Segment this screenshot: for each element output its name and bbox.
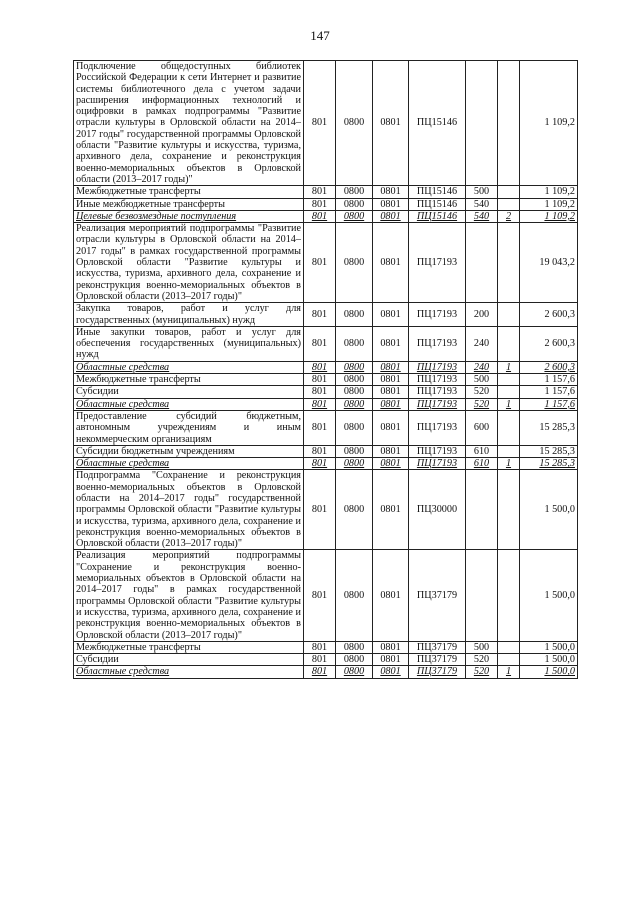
table-row	[74, 223, 578, 303]
table-row	[74, 641, 578, 653]
row-ministry-code: 801	[304, 210, 336, 222]
table-row	[74, 445, 578, 457]
row-expense-type	[466, 61, 498, 186]
row-section-code: 0800	[336, 210, 373, 222]
row-target-article: ПЦ37179	[409, 654, 466, 666]
row-description: Иные межбюджетные трансферты	[74, 198, 304, 210]
row-target-article: ПЦ17193	[409, 326, 466, 361]
row-subsection-code: 0801	[373, 458, 409, 470]
row-target-article: ПЦ15146	[409, 210, 466, 222]
row-expense-type: 610	[466, 458, 498, 470]
row-description: Субсидии бюджетным учреждениям	[74, 445, 304, 457]
row-section-code: 0800	[336, 386, 373, 398]
row-expense-type: 610	[466, 445, 498, 457]
row-ministry-code: 801	[304, 303, 336, 327]
row-target-article: ПЦ15146	[409, 186, 466, 198]
row-expense-type: 520	[466, 654, 498, 666]
page-number: 147	[310, 28, 330, 43]
row-section-code: 0800	[336, 410, 373, 445]
row-subsection-code: 0801	[373, 470, 409, 550]
row-description: Реализация мероприятий подпрограммы "Сохранение и реконструкция военно-мемориальных объектов в Орловской области на 2014–2017 годы" в рамках государственной программы Орловской области "Развитие культуры и искусства, туризма, архивного дела, сохранение и реконструкция военно-мемориальных объектов в Орловской области (2013–2017 годы)"	[74, 550, 304, 641]
row-funding-source: 1	[498, 398, 520, 410]
row-description: Подключение общедоступных библиотек Российской Федерации к сети Интернет и развитие системы библиотечного дела с учетом задачи расширения информационных технологий и оцифровки в рамках подпрограммы "Развитие отрасли культуры в Орловской области на 2014–2017 годы" государственной программы Орловской области "Развитие культуры и искусства, туризма, архивного дела, сохранение и реконструкция военно-мемориальных объектов в Орловской области (2013–2017 годы)"	[74, 61, 304, 186]
row-description: Иные закупки товаров, работ и услуг для обеспечения государственных (муниципальных) нужд	[74, 326, 304, 361]
table-body	[74, 61, 578, 679]
row-section-code: 0800	[336, 361, 373, 373]
row-funding-source	[498, 410, 520, 445]
row-ministry-code: 801	[304, 61, 336, 186]
row-ministry-code: 801	[304, 641, 336, 653]
row-subsection-code: 0801	[373, 398, 409, 410]
row-section-code: 0800	[336, 470, 373, 550]
row-amount: 1 109,2	[520, 186, 578, 198]
row-subsection-code: 0801	[373, 374, 409, 386]
row-target-article: ПЦ17193	[409, 445, 466, 457]
row-description: Межбюджетные трансферты	[74, 374, 304, 386]
row-expense-type: 240	[466, 361, 498, 373]
row-target-article: ПЦ17193	[409, 374, 466, 386]
row-funding-source	[498, 386, 520, 398]
table-row	[74, 61, 578, 186]
row-target-article: ПЦ37179	[409, 666, 466, 678]
budget-table	[73, 60, 578, 679]
row-subsection-code: 0801	[373, 445, 409, 457]
row-subsection-code: 0801	[373, 61, 409, 186]
row-subsection-code: 0801	[373, 326, 409, 361]
row-section-code: 0800	[336, 198, 373, 210]
row-subsection-code: 0801	[373, 386, 409, 398]
row-funding-source: 1	[498, 666, 520, 678]
row-subsection-code: 0801	[373, 223, 409, 303]
row-section-code: 0800	[336, 374, 373, 386]
row-section-code: 0800	[336, 61, 373, 186]
row-amount: 1 500,0	[520, 470, 578, 550]
row-ministry-code: 801	[304, 410, 336, 445]
row-description: Областные средства	[74, 666, 304, 678]
row-expense-type: 520	[466, 666, 498, 678]
table-row	[74, 186, 578, 198]
row-ministry-code: 801	[304, 654, 336, 666]
row-funding-source: 1	[498, 361, 520, 373]
row-amount: 2 600,3	[520, 361, 578, 373]
row-section-code: 0800	[336, 326, 373, 361]
table-row	[74, 470, 578, 550]
row-description: Подпрограмма "Сохранение и реконструкция военно-мемориальных объектов в Орловской области на 2014–2017 годы" государственной программы Орловской области "Развитие культуры и искусства, туризма, архивного дела, сохранение и реконструкция военно-мемориальных объектов в Орловской области (2013–2017 годы)"	[74, 470, 304, 550]
row-description: Межбюджетные трансферты	[74, 186, 304, 198]
row-expense-type: 520	[466, 386, 498, 398]
row-target-article: ПЦ37179	[409, 550, 466, 641]
row-description: Областные средства	[74, 361, 304, 373]
row-target-article: ПЦ17193	[409, 458, 466, 470]
row-amount: 15 285,3	[520, 458, 578, 470]
row-target-article: ПЦ17193	[409, 361, 466, 373]
row-description: Субсидии	[74, 386, 304, 398]
row-expense-type: 240	[466, 326, 498, 361]
row-section-code: 0800	[336, 186, 373, 198]
row-amount: 1 109,2	[520, 198, 578, 210]
table-row	[74, 374, 578, 386]
row-funding-source	[498, 445, 520, 457]
row-description: Областные средства	[74, 398, 304, 410]
row-amount: 1 109,2	[520, 210, 578, 222]
row-target-article: ПЦ15146	[409, 198, 466, 210]
row-description: Предоставление субсидий бюджетным, автономным учреждениям и иным некоммерческим организациям	[74, 410, 304, 445]
row-funding-source	[498, 326, 520, 361]
row-ministry-code: 801	[304, 470, 336, 550]
row-expense-type	[466, 223, 498, 303]
row-expense-type: 500	[466, 374, 498, 386]
row-section-code: 0800	[336, 303, 373, 327]
table-row	[74, 361, 578, 373]
table-row	[74, 410, 578, 445]
table-row	[74, 654, 578, 666]
row-funding-source	[498, 641, 520, 653]
table-row	[74, 198, 578, 210]
row-target-article: ПЦ17193	[409, 398, 466, 410]
table-row	[74, 210, 578, 222]
row-target-article: ПЦ17193	[409, 303, 466, 327]
row-expense-type: 540	[466, 198, 498, 210]
table-row	[74, 550, 578, 641]
row-ministry-code: 801	[304, 361, 336, 373]
row-amount: 2 600,3	[520, 303, 578, 327]
row-amount: 1 109,2	[520, 61, 578, 186]
row-subsection-code: 0801	[373, 303, 409, 327]
row-funding-source	[498, 470, 520, 550]
row-ministry-code: 801	[304, 223, 336, 303]
row-amount: 1 500,0	[520, 654, 578, 666]
row-subsection-code: 0801	[373, 361, 409, 373]
row-section-code: 0800	[336, 666, 373, 678]
table-row	[74, 458, 578, 470]
row-funding-source	[498, 654, 520, 666]
row-description: Областные средства	[74, 458, 304, 470]
table-row	[74, 303, 578, 327]
row-amount: 19 043,2	[520, 223, 578, 303]
row-ministry-code: 801	[304, 458, 336, 470]
row-section-code: 0800	[336, 223, 373, 303]
row-target-article: ПЦ17193	[409, 386, 466, 398]
row-subsection-code: 0801	[373, 641, 409, 653]
row-expense-type: 200	[466, 303, 498, 327]
row-description: Межбюджетные трансферты	[74, 641, 304, 653]
row-funding-source	[498, 186, 520, 198]
row-target-article: ПЦ17193	[409, 410, 466, 445]
row-ministry-code: 801	[304, 398, 336, 410]
row-ministry-code: 801	[304, 198, 336, 210]
row-subsection-code: 0801	[373, 550, 409, 641]
row-funding-source: 1	[498, 458, 520, 470]
table-row	[74, 666, 578, 678]
row-expense-type: 520	[466, 398, 498, 410]
row-expense-type: 500	[466, 641, 498, 653]
row-subsection-code: 0801	[373, 666, 409, 678]
row-expense-type: 500	[466, 186, 498, 198]
table-row	[74, 326, 578, 361]
row-funding-source	[498, 223, 520, 303]
row-amount: 1 157,6	[520, 386, 578, 398]
row-section-code: 0800	[336, 654, 373, 666]
row-expense-type	[466, 550, 498, 641]
row-ministry-code: 801	[304, 666, 336, 678]
row-ministry-code: 801	[304, 186, 336, 198]
row-funding-source	[498, 303, 520, 327]
row-amount: 2 600,3	[520, 326, 578, 361]
row-target-article: ПЦ37179	[409, 641, 466, 653]
row-subsection-code: 0801	[373, 198, 409, 210]
row-subsection-code: 0801	[373, 654, 409, 666]
row-amount: 1 500,0	[520, 550, 578, 641]
row-target-article: ПЦ17193	[409, 223, 466, 303]
row-funding-source	[498, 374, 520, 386]
row-amount: 1 157,6	[520, 398, 578, 410]
row-amount: 15 285,3	[520, 445, 578, 457]
row-section-code: 0800	[336, 398, 373, 410]
row-funding-source: 2	[498, 210, 520, 222]
row-target-article: ПЦ15146	[409, 61, 466, 186]
row-expense-type: 600	[466, 410, 498, 445]
row-section-code: 0800	[336, 458, 373, 470]
row-ministry-code: 801	[304, 374, 336, 386]
row-subsection-code: 0801	[373, 186, 409, 198]
row-amount: 1 157,6	[520, 374, 578, 386]
row-description: Закупка товаров, работ и услуг для государственных (муниципальных) нужд	[74, 303, 304, 327]
row-expense-type: 540	[466, 210, 498, 222]
row-funding-source	[498, 61, 520, 186]
row-amount: 1 500,0	[520, 666, 578, 678]
row-ministry-code: 801	[304, 445, 336, 457]
row-description: Целевые безвозмездные поступления	[74, 210, 304, 222]
row-section-code: 0800	[336, 445, 373, 457]
row-section-code: 0800	[336, 550, 373, 641]
row-funding-source	[498, 550, 520, 641]
row-amount: 15 285,3	[520, 410, 578, 445]
row-target-article: ПЦ30000	[409, 470, 466, 550]
row-description: Реализация мероприятий подпрограммы "Развитие отрасли культуры в Орловской области на 2014–2017 годы" в рамках государственной программы Орловской области "Развитие культуры и искусства, туризма, архивного дела, сохранение и реконструкция военно-мемориальных объектов в Орловской области (2013–2017 годы)"	[74, 223, 304, 303]
row-subsection-code: 0801	[373, 410, 409, 445]
row-expense-type	[466, 470, 498, 550]
row-section-code: 0800	[336, 641, 373, 653]
table-row	[74, 386, 578, 398]
table-row	[74, 398, 578, 410]
row-amount: 1 500,0	[520, 641, 578, 653]
row-ministry-code: 801	[304, 550, 336, 641]
row-description: Субсидии	[74, 654, 304, 666]
row-subsection-code: 0801	[373, 210, 409, 222]
row-ministry-code: 801	[304, 386, 336, 398]
row-funding-source	[498, 198, 520, 210]
row-ministry-code: 801	[304, 326, 336, 361]
